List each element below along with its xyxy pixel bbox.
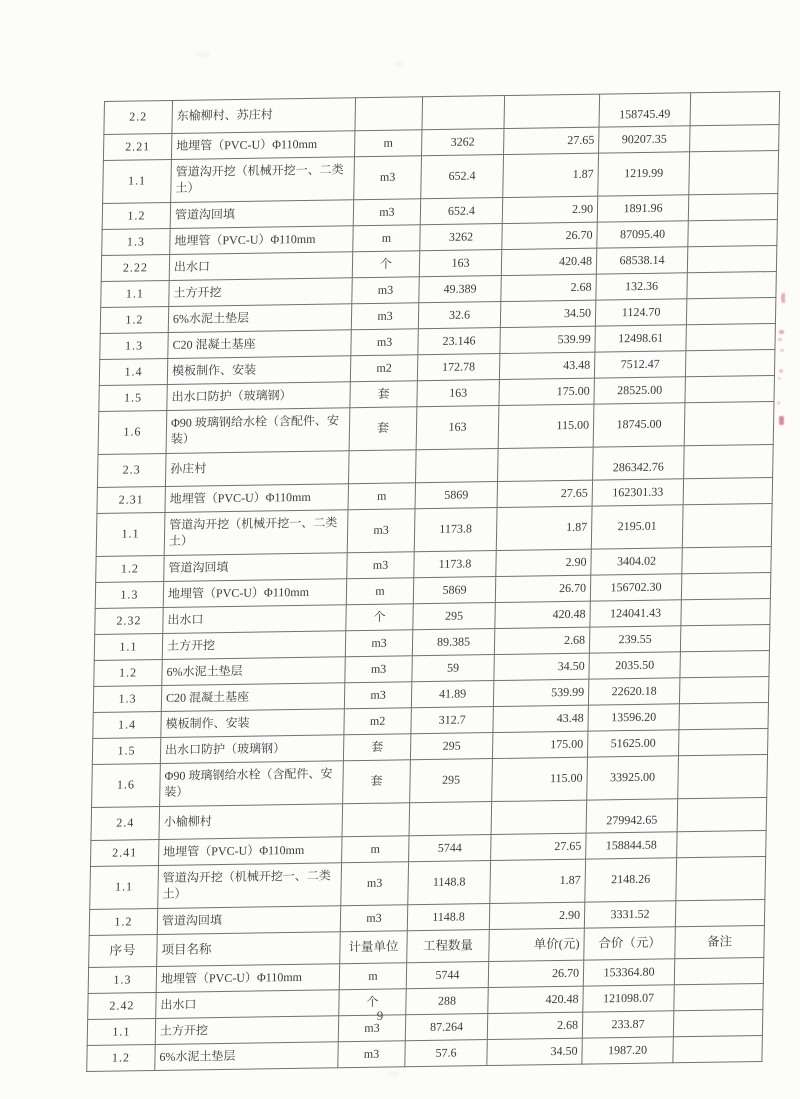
- cell-no: 1.3: [95, 581, 163, 608]
- cell-unit: [355, 97, 423, 131]
- cell-unit: m3: [351, 329, 418, 356]
- cell-name: 土方开挖: [169, 278, 353, 307]
- cell-name: 出水口防护（玻璃钢）: [167, 382, 351, 411]
- cell-no: 2.31: [97, 486, 165, 513]
- column-header-name: 项目名称: [157, 932, 341, 967]
- column-header-remark: 备注: [675, 925, 765, 958]
- cell-no: 1.2: [102, 202, 170, 229]
- cell-unit: m3: [344, 682, 411, 709]
- scan-smudge: [666, 120, 674, 124]
- cell-no: 1.3: [102, 228, 170, 255]
- cell-unit: m3: [353, 199, 420, 226]
- cell-no: 2.41: [90, 839, 158, 866]
- cell-unit: m: [354, 130, 421, 157]
- cell-remark: [682, 503, 772, 547]
- cell-name: 土方开挖: [162, 631, 346, 660]
- cell-unit: m3: [354, 156, 422, 200]
- cell-unit: [348, 450, 416, 484]
- cell-qty: 288: [406, 988, 488, 1015]
- cell-qty: 652.4: [420, 198, 502, 225]
- cell-remark: [680, 624, 770, 651]
- cell-total: 18745.00: [593, 403, 685, 447]
- cell-no: 1.6: [98, 410, 167, 454]
- cell-price: 1.87: [490, 859, 586, 903]
- cell-total: 286342.76: [593, 446, 685, 480]
- cell-no: 1.2: [87, 1044, 155, 1071]
- cell-remark: [688, 193, 778, 220]
- cell-name: 管道沟回填: [164, 553, 348, 582]
- cell-no: 1.5: [92, 737, 160, 764]
- cell-qty: 295: [410, 759, 493, 803]
- cell-total: 13596.20: [588, 704, 680, 731]
- cell-remark: [686, 323, 776, 350]
- cell-qty: [409, 802, 492, 836]
- cell-name: 模板制作、安装: [167, 356, 351, 385]
- cell-remark: [679, 702, 769, 729]
- cell-remark: [683, 477, 773, 504]
- cell-name: 东榆柳村、苏庄村: [172, 98, 356, 134]
- cell-qty: 1148.8: [408, 861, 491, 905]
- cell-unit: m2: [350, 355, 417, 382]
- cell-price: 175.00: [492, 731, 588, 758]
- cell-unit: m3: [347, 509, 415, 553]
- cell-remark: [690, 91, 780, 125]
- cell-no: 2.42: [88, 992, 156, 1019]
- cell-name: 地埋管（PVC-U）Φ110mm: [163, 579, 347, 608]
- cell-remark: [674, 983, 764, 1010]
- scan-bleed-mark: [780, 349, 784, 352]
- scan-bleed-mark: [779, 369, 783, 373]
- cell-total: 2195.01: [591, 505, 683, 549]
- cell-total: 162301.33: [592, 479, 684, 506]
- cell-qty: 3262: [420, 224, 502, 251]
- cell-no: 2.32: [95, 607, 163, 634]
- cell-qty: 3262: [421, 129, 503, 156]
- cell-no: 1.3: [93, 685, 161, 712]
- cell-qty: 312.7: [411, 707, 493, 734]
- cell-name: Φ90 玻璃钢给水栓（含配件、安装）: [166, 408, 350, 454]
- cell-total: 132.36: [596, 273, 688, 300]
- cell-name: 管道沟回填: [170, 200, 354, 229]
- cell-unit: 套: [343, 734, 410, 761]
- cell-price: [504, 94, 600, 128]
- cell-name: 出水口防护（玻璃钢）: [160, 735, 344, 764]
- cell-remark: [684, 444, 774, 478]
- cell-unit: m: [348, 483, 415, 510]
- cell-price: 539.99: [493, 679, 589, 706]
- cell-name: 小榆柳村: [159, 804, 343, 840]
- cell-name: 地埋管（PVC-U）Φ110mm: [171, 131, 355, 160]
- cell-qty: 295: [410, 733, 492, 760]
- cell-price: 26.70: [495, 575, 591, 602]
- cell-price: 115.00: [498, 404, 594, 448]
- cell-total: 121098.07: [583, 985, 675, 1012]
- cell-price: 26.70: [502, 222, 598, 249]
- cell-qty: 23.146: [418, 328, 500, 355]
- cell-unit: 个: [339, 989, 406, 1016]
- cell-remark: [682, 546, 772, 573]
- cell-unit: m: [346, 578, 413, 605]
- scan-smudge: [196, 52, 210, 57]
- cell-no: 1.3: [100, 332, 168, 359]
- cell-qty: 295: [413, 603, 495, 630]
- cell-name: 地埋管（PVC-U）Φ110mm: [158, 837, 342, 866]
- cell-no: 1.3: [88, 966, 156, 993]
- cell-unit: m3: [340, 905, 407, 932]
- scan-bleed-mark: [779, 416, 784, 425]
- cell-price: 43.48: [493, 705, 589, 732]
- cell-total: 87095.40: [597, 221, 689, 248]
- cell-price: 539.99: [500, 326, 596, 353]
- cell-unit: 个: [346, 604, 413, 631]
- cell-total: 33925.00: [587, 756, 679, 800]
- scan-bleed-mark: [777, 401, 780, 405]
- cell-qty: 163: [416, 406, 499, 450]
- cell-remark: [684, 401, 774, 445]
- cell-price: 175.00: [499, 378, 595, 405]
- cell-unit: m3: [338, 1015, 405, 1042]
- cell-price: 1.87: [503, 153, 599, 197]
- cell-total: 3404.02: [591, 548, 683, 575]
- cell-unit: 套: [343, 760, 411, 804]
- cell-no: 1.1: [96, 512, 165, 556]
- cell-remark: [679, 676, 769, 703]
- cell-total: 233.87: [582, 1011, 674, 1038]
- cell-unit: m: [339, 963, 406, 990]
- column-header-no: 序号: [89, 934, 158, 967]
- cell-qty: 163: [417, 380, 499, 407]
- cell-no: 1.2: [89, 908, 157, 935]
- cell-qty: 163: [419, 250, 501, 277]
- cell-price: 420.48: [495, 601, 591, 628]
- cell-no: 1.4: [99, 358, 167, 385]
- cell-total: 2148.26: [585, 858, 677, 902]
- cell-price: 2.90: [496, 549, 592, 576]
- cell-no: 1.5: [99, 384, 167, 411]
- cell-unit: 套: [350, 381, 417, 408]
- cell-total: 3331.52: [584, 901, 676, 928]
- cell-unit: m2: [344, 708, 411, 735]
- cell-unit: m3: [345, 656, 412, 683]
- cell-price: 2.68: [487, 1012, 583, 1039]
- cell-qty: 49.389: [419, 276, 501, 303]
- cell-remark: [677, 830, 767, 857]
- cell-price: 43.48: [499, 352, 595, 379]
- cell-unit: m3: [351, 303, 418, 330]
- cell-name: 管道沟开挖（机械开挖一、二类土）: [171, 157, 355, 203]
- cell-no: 1.6: [92, 763, 161, 807]
- cost-table-body: [87, 91, 780, 1071]
- cell-total: 1124.70: [595, 299, 687, 326]
- cell-qty: 1173.8: [414, 508, 497, 552]
- cell-price: 34.50: [494, 653, 590, 680]
- cost-table: [86, 91, 780, 1072]
- cell-qty: 652.4: [421, 155, 504, 199]
- cell-total: 1891.96: [597, 195, 689, 222]
- cell-remark: [681, 572, 771, 599]
- cell-qty: 1173.8: [414, 551, 496, 578]
- cell-no: 1.1: [101, 280, 169, 307]
- cell-total: 239.55: [589, 626, 681, 653]
- cell-remark: [686, 297, 776, 324]
- cell-qty: 87.264: [405, 1014, 487, 1041]
- cell-price: 34.50: [487, 1038, 583, 1065]
- cell-price: 115.00: [492, 757, 588, 801]
- cell-no: 1.2: [100, 306, 168, 333]
- cell-no: 2.3: [97, 453, 166, 487]
- cell-total: 28525.00: [594, 377, 686, 404]
- cell-total: 2035.50: [589, 652, 681, 679]
- cell-total: 156702.30: [590, 574, 682, 601]
- cell-qty: 89.385: [412, 629, 494, 656]
- cell-remark: [689, 150, 779, 194]
- cell-total: 158745.49: [599, 93, 691, 127]
- cell-qty: 5869: [413, 577, 495, 604]
- cell-unit: [342, 803, 410, 837]
- cell-remark: [685, 375, 775, 402]
- cell-qty: 5744: [409, 835, 491, 862]
- cell-unit: m: [353, 225, 420, 252]
- cell-total: 158844.58: [586, 832, 678, 859]
- cell-price: 2.68: [494, 627, 590, 654]
- cell-remark: [681, 598, 771, 625]
- cell-total: 12498.61: [595, 325, 687, 352]
- scan-smudge: [388, 1072, 400, 1076]
- column-header-qty: 工程数量: [407, 930, 490, 963]
- cell-no: 1.2: [94, 659, 162, 686]
- cell-total: 7512.47: [594, 351, 686, 378]
- cell-name: 管道沟开挖（机械开挖一、二类土）: [164, 510, 348, 556]
- cell-remark: [687, 271, 777, 298]
- cost-table-wrapper: [86, 92, 733, 1072]
- cell-total: 1987.20: [582, 1037, 674, 1064]
- cell-unit: m3: [341, 862, 409, 906]
- cell-name: 6%水泥土垫层: [155, 1042, 339, 1071]
- cell-qty: [416, 449, 499, 483]
- cell-name: 地埋管（PVC-U）Φ110mm: [156, 964, 340, 993]
- cell-total: 279942.65: [586, 799, 678, 833]
- cell-name: 6%水泥土垫层: [168, 304, 352, 333]
- cell-name: 地埋管（PVC-U）Φ110mm: [170, 226, 354, 255]
- cell-no: 1.1: [94, 633, 162, 660]
- cell-name: 出水口: [156, 990, 340, 1019]
- cell-qty: [422, 96, 505, 130]
- scan-bleed-mark: [778, 338, 782, 341]
- cell-name: Φ90 玻璃钢给水栓（含配件、安装）: [160, 761, 344, 807]
- cell-no: 1.1: [90, 865, 159, 909]
- scan-smudge: [394, 62, 404, 66]
- cell-price: 27.65: [504, 127, 600, 154]
- cell-qty: 5744: [406, 962, 488, 989]
- cell-remark: [675, 899, 765, 926]
- cell-name: 出水口: [169, 252, 353, 281]
- page-number: 9: [376, 1008, 384, 1023]
- cell-name: 模板制作、安装: [161, 709, 345, 738]
- cell-no: 1.4: [93, 711, 161, 738]
- cell-name: C20 混凝土基座: [168, 330, 352, 359]
- cell-total: 1219.99: [598, 152, 690, 196]
- cell-price: 420.48: [501, 248, 597, 275]
- cell-name: 土方开挖: [155, 1016, 339, 1045]
- cell-price: 2.90: [502, 196, 598, 223]
- cell-unit: m: [342, 836, 409, 863]
- cell-qty: 5869: [415, 482, 497, 509]
- cell-no: 1.1: [103, 159, 172, 203]
- cell-qty: 32.6: [418, 302, 500, 329]
- cell-remark: [673, 1009, 763, 1036]
- cell-total: 90207.35: [599, 126, 691, 153]
- cell-name: 出水口: [163, 605, 347, 634]
- cell-unit: m3: [352, 277, 419, 304]
- cell-remark: [677, 797, 767, 831]
- cell-price: [491, 800, 587, 834]
- scan-bleed-mark: [779, 330, 784, 334]
- cell-total: 124041.43: [590, 600, 682, 627]
- cell-total: 51625.00: [587, 730, 679, 757]
- cell-total: 68538.14: [596, 247, 688, 274]
- cell-price: 420.48: [488, 986, 584, 1013]
- cell-no: 2.22: [101, 254, 169, 281]
- cell-price: 2.68: [501, 274, 597, 301]
- cell-remark: [680, 650, 770, 677]
- cell-remark: [688, 219, 778, 246]
- column-header-price: 单价(元): [489, 928, 585, 961]
- cell-total: 22620.18: [588, 678, 680, 705]
- cell-unit: m3: [347, 552, 414, 579]
- cell-unit: m3: [338, 1041, 405, 1068]
- cell-name: 管道沟开挖（机械开挖一、二类土）: [158, 863, 342, 909]
- cell-price: 2.90: [489, 902, 585, 929]
- cell-no: 2.21: [103, 133, 171, 160]
- cell-remark: [687, 245, 777, 272]
- cell-price: 27.65: [491, 833, 587, 860]
- cell-price: [498, 447, 594, 481]
- cell-no: 2.2: [104, 100, 173, 134]
- cell-name: 孙庄村: [165, 451, 349, 487]
- cell-no: 1.1: [87, 1018, 155, 1045]
- cell-qty: 172.78: [417, 354, 499, 381]
- cell-price: 27.65: [497, 480, 593, 507]
- column-header-total: 合价（元）: [584, 927, 676, 960]
- cell-name: 地埋管（PVC-U）Φ110mm: [165, 484, 349, 513]
- cell-qty: 41.89: [411, 681, 493, 708]
- cell-qty: 57.6: [405, 1040, 487, 1067]
- cell-price: 34.50: [500, 300, 596, 327]
- cell-name: 6%水泥土垫层: [162, 657, 346, 686]
- cell-unit: 套: [349, 407, 417, 451]
- cell-remark: [673, 1035, 763, 1062]
- cell-remark: [678, 754, 768, 798]
- cell-total: 153364.80: [583, 959, 675, 986]
- cell-remark: [690, 124, 780, 151]
- column-header-unit: 计量单位: [340, 931, 408, 964]
- cell-price: 1.87: [496, 506, 592, 550]
- cell-no: 1.2: [96, 555, 164, 582]
- cell-name: C20 混凝土基座: [161, 683, 345, 712]
- cell-unit: 个: [352, 251, 419, 278]
- cell-price: 26.70: [488, 960, 584, 987]
- cell-unit: m3: [345, 630, 412, 657]
- cell-remark: [676, 856, 766, 900]
- scan-bleed-mark: [781, 293, 785, 303]
- cell-no: 2.4: [91, 806, 160, 840]
- cell-name: 管道沟回填: [157, 906, 341, 935]
- cell-qty: 1148.8: [407, 904, 489, 931]
- cell-remark: [685, 349, 775, 376]
- cell-remark: [678, 728, 768, 755]
- cell-qty: 59: [412, 655, 494, 682]
- cell-remark: [674, 957, 764, 984]
- scan-bleed-mark: [778, 377, 781, 380]
